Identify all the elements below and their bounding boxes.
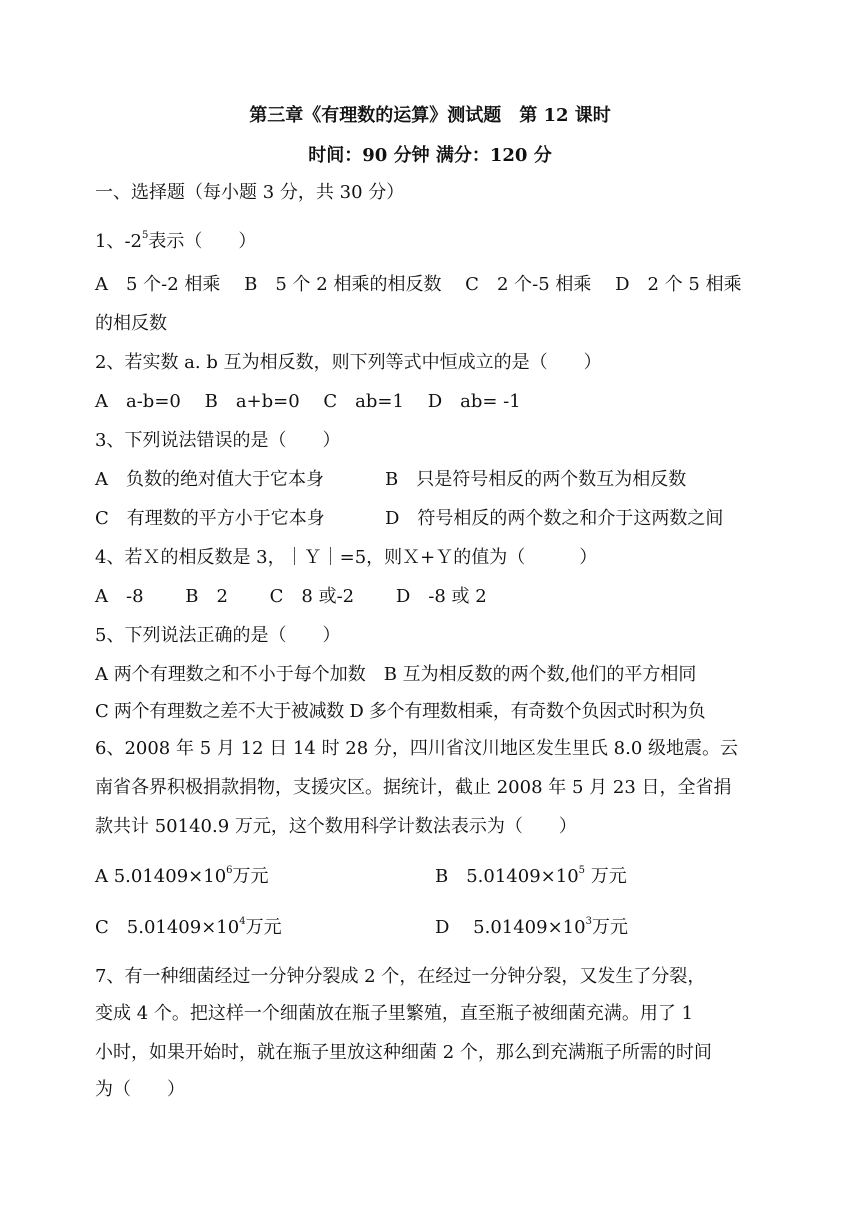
question-7-line-4: 为（ ） [95,1079,185,1100]
question-2-stem: 2、若实数 a. b 互为相反数，则下列等式中恒成立的是（ ） [95,352,602,373]
section-heading: 一、选择题（每小题 3 分，共 30 分） [95,182,405,203]
question-6-line-3: 款共计 50140.9 万元，这个数用科学计数法表示为（ ） [95,816,577,837]
question-5-options-cd: C 两个有理数之差不大于被减数 D 多个有理数相乘，有奇数个负因式时积为负 [95,701,706,722]
question-1-stem: 1、$-2^5$表示（ ） [95,230,257,252]
question-3-options-cd [95,506,790,532]
question-4-options: A -8 B 2 C 8 或-2 D -8 或 2 [95,586,487,607]
question-7-line-3: 小时，如果开始时，就在瓶子里放这种细菌 2 个，那么到充满瓶子所需的时间 [95,1042,712,1063]
title-lesson: 第 12 课时 [519,105,611,126]
question-7-line-2: 变成 4 个。把这样一个细菌放在瓶子里繁殖，直至瓶子被细菌充满。用了 1 [95,1003,694,1024]
option-b: B 只是符号相反的两个数互为相反数 [385,469,687,490]
option-b: B $5.01409\times 10^5$ 万元 [435,865,627,887]
question-6-options-ab [95,864,790,890]
question-6-options-cd [95,915,790,941]
question-5-options-ab: A 两个有理数之和不小于每个加数 B 互为相反数的两个数,他们的平方相同 [95,664,697,685]
question-7-line-1: 7、有一种细菌经过一分钟分裂成 2 个，在经过一分钟分裂，又发生了分裂， [95,966,706,987]
question-2-options: A a-b=0 B a+b=0 C ab=1 D ab= -1 [95,391,521,412]
question-4-stem: 4、若Ｘ的相反数是 3，｜Ｙ｜=5，则Ｘ+Ｙ的值为（ ） [95,547,598,568]
option-d: D $5.01409\times 10^3$万元 [435,916,628,938]
question-5-stem: 5、下列说法正确的是（ ） [95,625,341,646]
question-6-line-2: 南省各界积极捐款捐物，支援灾区。据统计，截止 2008 年 5 月 23 日，全省捐 [95,777,732,798]
question-3-stem: 3、下列说法错误的是（ ） [95,430,341,451]
option-d: D 符号相反的两个数之和介于这两数之间 [385,508,724,529]
page-title [0,103,860,129]
option-a: A $5.01409\times 10^6$万元 [95,865,269,887]
option-c: C 有理数的平方小于它本身 [95,508,325,529]
question-1-options-wrap: 的相反数 [95,313,167,334]
question-6-line-1: 6、2008 年 5 月 12 日 14 时 28 分，四川省汶川地区发生里氏 8.0 级地震。云 [95,738,738,759]
page-subtitle: 时间：90 分钟 满分：120 分 [308,145,552,166]
title-main: 第三章《有理数的运算》测试题 [249,105,502,126]
option-a: A 负数的绝对值大于它本身 [95,469,324,490]
question-1-options: A 5 个-2 相乘 B 5 个 2 相乘的相反数 C 2 个-5 相乘 D 2 个 5 相乘 [95,274,742,295]
option-c: C $5.01409\times 10^4$万元 [95,916,282,938]
question-3-options-ab [95,467,790,493]
